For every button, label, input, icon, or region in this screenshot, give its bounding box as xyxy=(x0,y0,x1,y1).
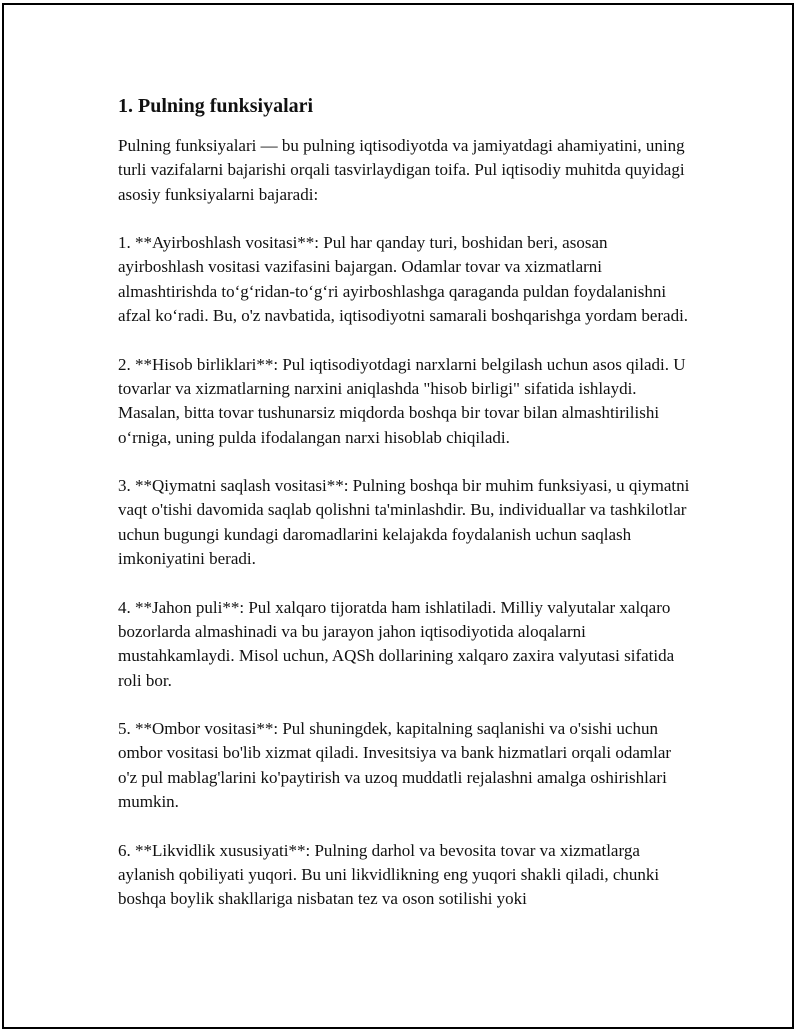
paragraph-world-money: 4. **Jahon puli**: Pul xalqaro tijoratda ham ishlatiladi. Milliy valyutalar xalqaro bozorlarda almashinadi va bu jarayon jahon iqtisodiyotida aloqalarni mustahkamlaydi. Misol uchun, AQSh dollarining xalqaro zaxira valyutasi sifatida roli bor. xyxy=(118,597,675,690)
document-title: 1. Pulning funksiyalari xyxy=(118,95,314,117)
paragraph-exchange-medium: 1. **Ayirboshlash vositasi**: Pul har qanday turi, boshidan beri, asosan ayirboshlash vositasi vazifasini bajargan. Odamlar tovar va xizmatlarni almashtirishda toʻgʻridan-toʻgʻri ayirboshlashga qaraganda puldan foydalanishni afzal koʻradi. Bu, o'z navbatida, iqtisodiyotni samarali boshqarishga yordam beradi. xyxy=(118,233,689,326)
paragraph-store-of-value: 3. **Qiymatni saqlash vositasi**: Pulning boshqa bir muhim funksiyasi, u qiymatni vaqt o'tishi davomida saqlab qolishni ta'minlashdir. Bu, individuallar va tashkilotlar uchun bugungi kundagi daromadlarini kelajakda foydalanish uchun saqlash imkoniyatini beradi. xyxy=(118,476,690,569)
paragraph-unit-of-account: 2. **Hisob birliklari**: Pul iqtisodiyotdagi narxlarni belgilash uchun asos qiladi. U tovarlar va xizmatlarning narxini aniqlashda "hisob birligi" sifatida ishlaydi. Masalan, bitta tovar tushunarsiz miqdorda boshqa bir tovar bilan almashtirilishi oʻrniga, uning pulda ifodalangan narxi hisoblab chiqiladi. xyxy=(118,354,686,447)
paragraph-storage-means: 5. **Ombor vositasi**: Pul shuningdek, kapitalning saqlanishi va o'sishi uchun ombor vositasi bo'lib xizmat qiladi. Invesitsiya va bank hizmatlari orqali odamlar o'z pul mablag'larini ko'paytirish va uzoq muddatli rejalashni amalga oshirishlari mumkin. xyxy=(118,719,672,812)
document-body xyxy=(118,94,693,936)
paragraph-liquidity: 6. **Likvidlik xususiyati**: Pulning darhol va bevosita tovar va xizmatlarga aylanish qobiliyati yuqori. Bu uni likvidlikning eng yuqori shakli qiladi, chunki boshqa boylik shakllariga nisbatan tez va oson sotilishi yoki xyxy=(118,840,660,909)
intro-paragraph: Pulning funksiyalari — bu pulning iqtisodiyotda va jamiyatdagi ahamiyatini, uning turli vazifalarni bajarishi orqali tasvirlaydigan toifa. Pul iqtisodiy muhitda quyidagi asosiy funksiyalarni bajaradi: xyxy=(118,136,685,204)
